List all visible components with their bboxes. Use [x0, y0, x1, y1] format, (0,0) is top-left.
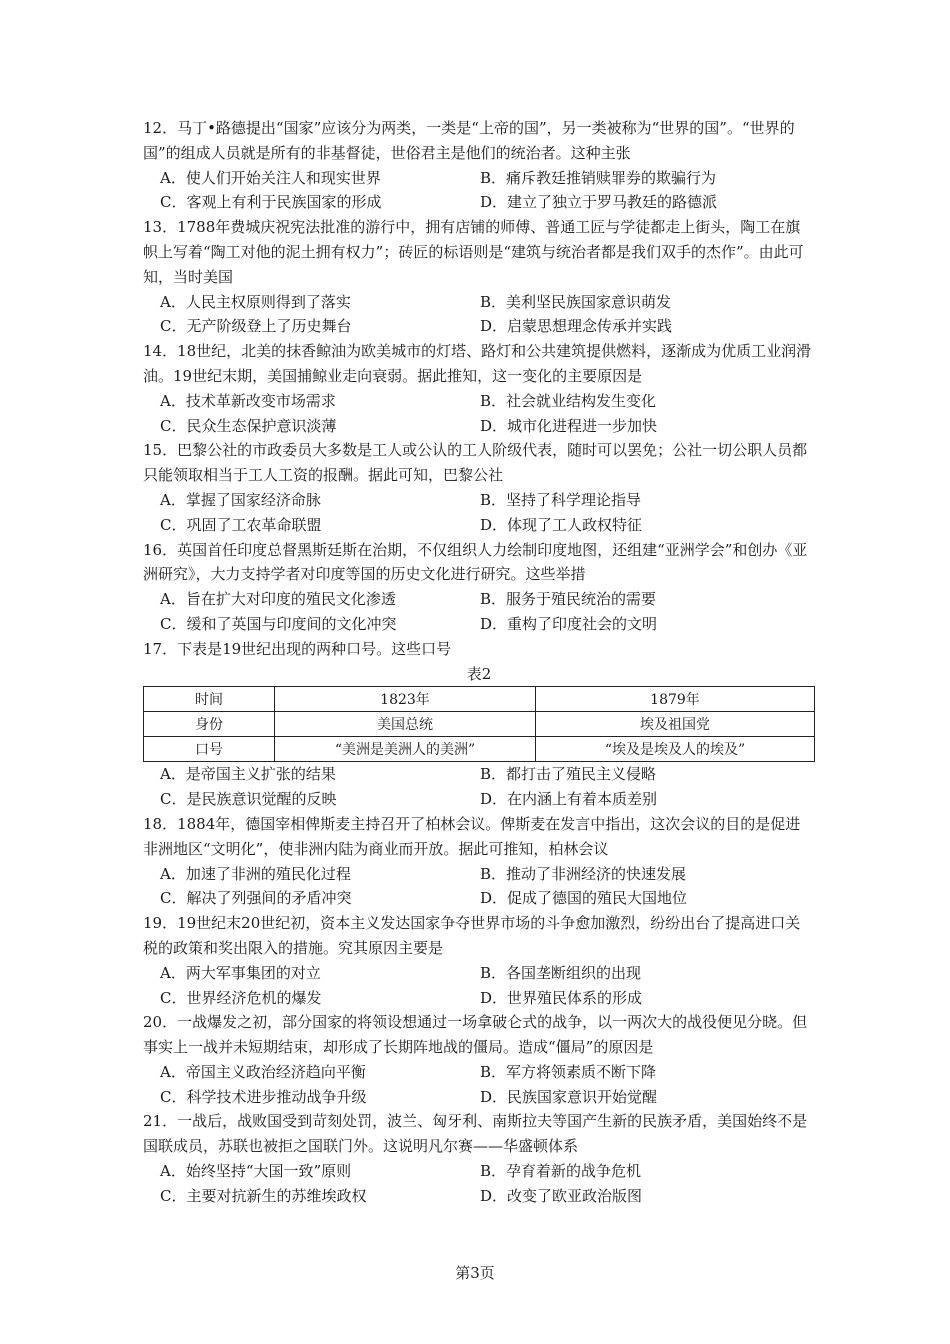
- option-b: B．孕育着新的战争危机: [480, 1162, 642, 1181]
- question-15: [143, 438, 815, 537]
- option-c: C．世界经济危机的爆发: [160, 988, 322, 1007]
- table-row: [144, 687, 815, 712]
- option-a: A．掌握了国家经济命脉: [160, 490, 321, 509]
- option-a: A．技术革新改变市场需求: [160, 391, 336, 410]
- table-cell: 1823年: [275, 687, 536, 712]
- question-list: [143, 116, 815, 1209]
- option-a: A．人民主权原则得到了落实: [160, 292, 351, 311]
- question-stem: 21．一战后，战败国受到苛刻处罚，波兰、匈牙利、南斯拉夫等国产生新的民族矛盾，美国始终不是国联成员，苏联也被拒之国联门外。这说明凡尔赛——华盛顿体系: [143, 1112, 808, 1156]
- option-c: C．巩固了工农革命联盟: [160, 515, 322, 534]
- option-c: C．民众生态保护意识淡薄: [160, 416, 337, 435]
- option-b: B．推动了非洲经济的快速发展: [480, 864, 687, 883]
- option-b: B．美利坚民族国家意识萌发: [480, 292, 672, 311]
- page-number: 第3页: [455, 1264, 495, 1282]
- question-20: [143, 1010, 815, 1109]
- option-b: B．服务于殖民统治的需要: [480, 590, 657, 609]
- option-d: D．体现了工人政权特征: [480, 515, 643, 534]
- question-21: [143, 1109, 815, 1208]
- option-d: D．改变了欧亚政治版图: [480, 1186, 643, 1205]
- table-row: [144, 737, 815, 762]
- table-cell: “美洲是美洲人的美洲”: [275, 737, 536, 762]
- option-a: A．两大军事集团的对立: [160, 963, 321, 982]
- option-b: B．军方将领素质不断下降: [480, 1062, 657, 1081]
- option-b: B．都打击了殖民主义侵略: [480, 765, 657, 784]
- question-stem: 14．18世纪，北美的抹香鲸油为欧美城市的灯塔、路灯和公共建筑提供燃料，逐渐成为优质工业润滑油。19世纪末期，美国捕鲸业走向衰弱。据此推知，这一变化的主要原因是: [143, 342, 812, 385]
- table-cell: 口号: [144, 737, 275, 762]
- question-stem: 20．一战爆发之初，部分国家的将领设想通过一场拿破仑式的战争，以一两次大的战役便见分晓。但事实上一战并未短期结束，却形成了长期阵地战的僵局。造成“僵局”的原因是: [143, 1013, 808, 1057]
- table-cell: 1879年: [536, 687, 815, 712]
- question-stem: 18．1884年，德国宰相俾斯麦主持召开了柏林会议。俾斯麦在发言中指出，这次会议的目的是促进非洲地区“文明化”，使非洲内陆为商业而开放。据此可推知，柏林会议: [143, 814, 801, 858]
- option-d: D．建立了独立于罗马教廷的路德派: [480, 193, 718, 212]
- option-c: C．无产阶级登上了历史舞台: [160, 317, 352, 336]
- option-b: B．坚持了科学理论指导: [480, 490, 642, 509]
- option-b: B．各国垄断组织的出现: [480, 963, 642, 982]
- option-a: A．始终坚持“大国一致”原则: [160, 1162, 352, 1181]
- question-stem: 16．英国首任印度总督黑斯廷斯在治期，不仅组织人力绘制印度地图，还组建“亚洲学会”和创办《亚洲研究》，大力支持学者对印度等国的历史文化进行研究。这些举措: [143, 540, 808, 584]
- option-d: D．重构了印度社会的文明: [480, 614, 658, 633]
- table-cell: 时间: [144, 687, 275, 712]
- option-a: A．旨在扩大对印度的殖民文化渗透: [160, 590, 396, 609]
- option-b: B．痛斥教廷推销赎罪券的欺骗行为: [480, 168, 717, 187]
- table-caption: 表2: [466, 664, 492, 683]
- option-d: D．在内涵上有着本质差别: [480, 790, 658, 809]
- slogan-table: [143, 686, 815, 762]
- option-a: A．是帝国主义扩张的结果: [160, 765, 336, 784]
- option-d: D．世界殖民体系的形成: [480, 988, 643, 1007]
- question-17: [143, 637, 815, 812]
- question-13: [143, 215, 815, 339]
- table-cell: 美国总统: [275, 712, 536, 737]
- question-stem: 12．马丁•路德提出“国家”应该分为两类，一类是“上帝的国”，另一类被称为“世界的国”。“世界的国”的组成人员就是所有的非基督徒，世俗君主是他们的统治者。这种主张: [143, 119, 795, 162]
- option-c: C．缓和了英国与印度间的文化冲突: [160, 614, 397, 633]
- question-stem: 13．1788年费城庆祝宪法批准的游行中，拥有店铺的师傅、普通工匠与学徒都走上街头，陶工在旗帜上写着“陶工对他的泥土拥有权力”；砖匠的标语则是“建筑与统治者都是我们双手的杰作”。由此可知，当时美国: [143, 218, 804, 286]
- option-c: C．科学技术进步推动战争升级: [160, 1087, 367, 1106]
- question-19: [143, 911, 815, 1010]
- question-stem: 15．巴黎公社的市政委员大多数是工人或公认的工人阶级代表，随时可以罢免；公社一切公职人员都只能领取相当于工人工资的报酬。据此可知，巴黎公社: [143, 441, 808, 485]
- question-12: [143, 116, 815, 215]
- option-d: D．启蒙思想理念传承并实践: [480, 317, 673, 336]
- option-c: C．解决了列强间的矛盾冲突: [160, 889, 352, 908]
- option-d: D．城市化进程进一步加快: [480, 416, 658, 435]
- option-c: C．是民族意识觉醒的反映: [160, 790, 337, 809]
- option-d: D．促成了德国的殖民大国地位: [480, 889, 688, 908]
- table-cell: 埃及祖国党: [536, 712, 815, 737]
- option-c: C．客观上有利于民族国家的形成: [160, 193, 382, 212]
- option-a: A．加速了非洲的殖民化过程: [160, 864, 351, 883]
- option-a: A．使人们开始关注人和现实世界: [160, 168, 381, 187]
- option-c: C．主要对抗新生的苏维埃政权: [160, 1186, 367, 1205]
- question-14: [143, 339, 815, 438]
- question-16: [143, 538, 815, 637]
- option-a: A．帝国主义政治经济趋向平衡: [160, 1062, 366, 1081]
- question-18: [143, 812, 815, 911]
- table-cell: “埃及是埃及人的埃及”: [536, 737, 815, 762]
- question-stem: 19．19世纪末20世纪初，资本主义发达国家争夺世界市场的斗争愈加激烈，纷纷出台了提高进口关税的政策和奖出限入的措施。究其原因主要是: [143, 914, 801, 957]
- option-d: D．民族国家意识开始觉醒: [480, 1087, 658, 1106]
- table-cell: 身份: [144, 712, 275, 737]
- option-b: B．社会就业结构发生变化: [480, 391, 657, 410]
- question-stem: 17．下表是19世纪出现的两种口号。这些口号: [143, 639, 452, 658]
- table-row: [144, 712, 815, 737]
